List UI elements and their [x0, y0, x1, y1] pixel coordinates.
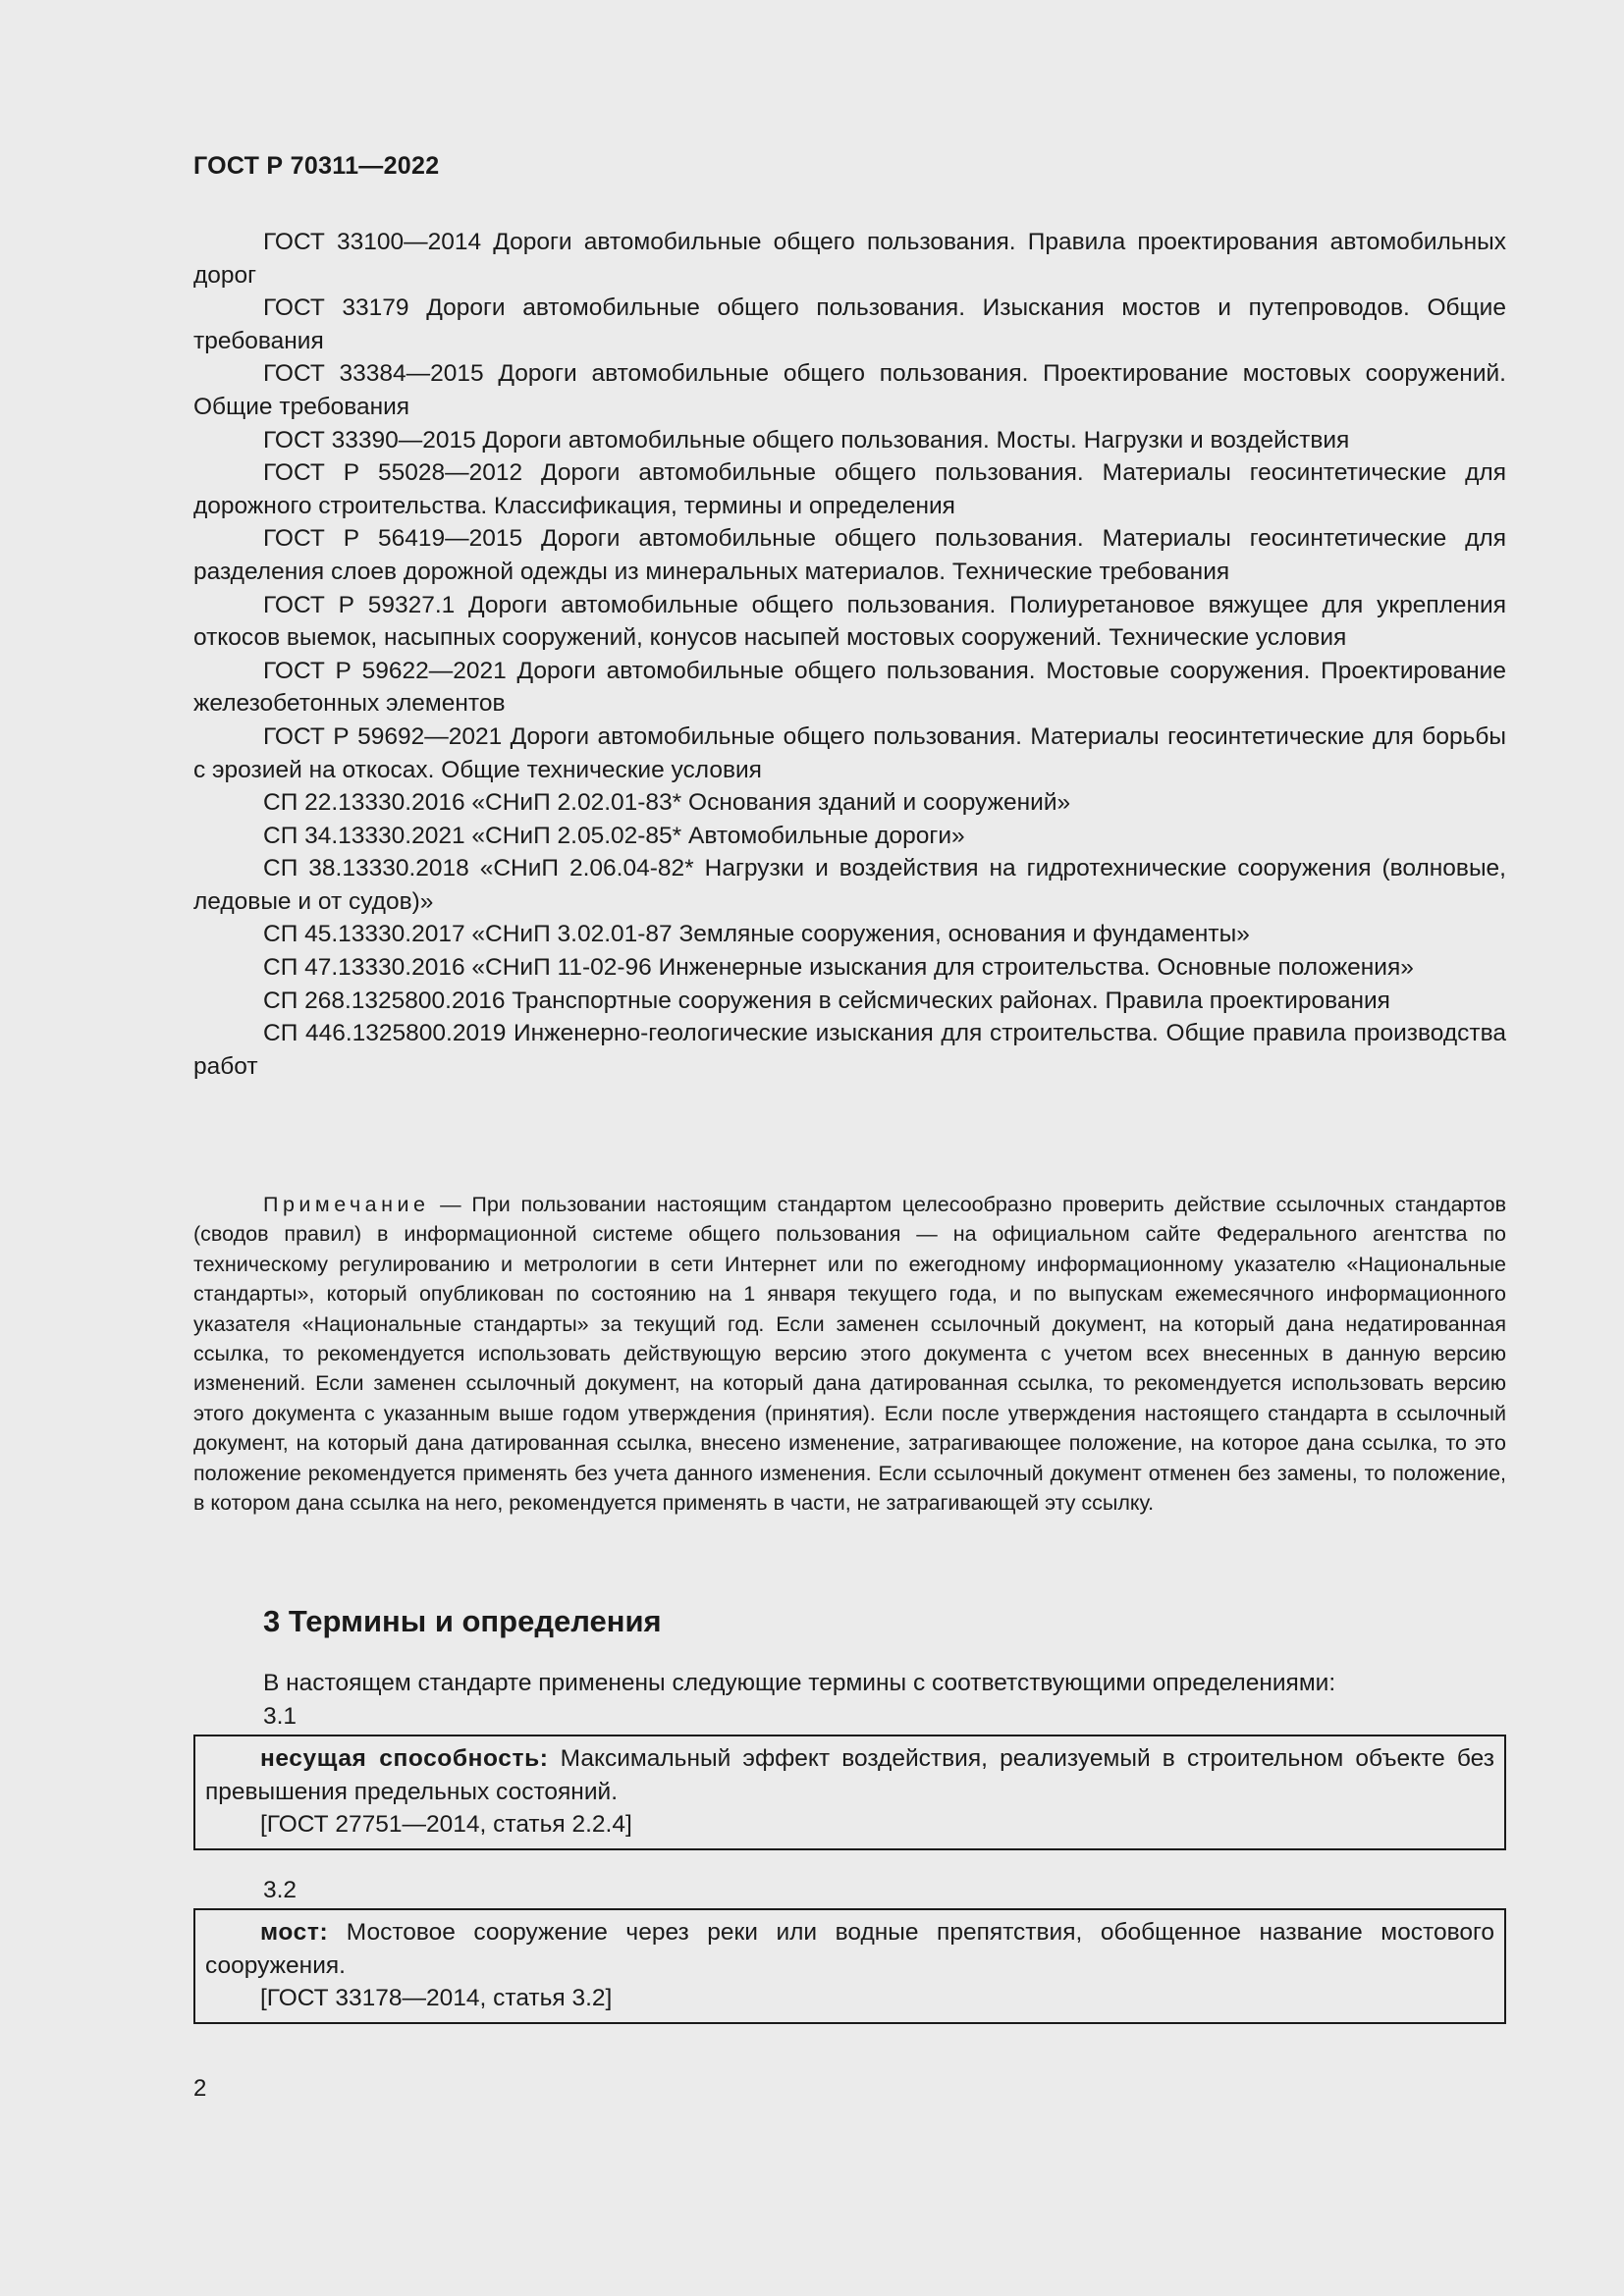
term-definition [205, 1916, 1494, 1982]
reference-item: ГОСТ 33100—2014 Дороги автомобильные общего пользования. Правила проектирования автомобильных дорог [193, 229, 1506, 289]
note-text: — При пользовании настоящим стандартом целесообразно проверить действие ссылочных стандартов (сводов правил) в информационной системе общего пользования — на официальном сайте Федерального агентства по техническому регулированию и метрологии в сети Интернет или по ежегодному информационному указателю «Национальные стандарты», который опубликован по состоянию на 1 января текущего года, и по выпускам ежемесячного информационного указателя «Национальные стандарты» за текущий год. Если заменен ссылочный документ, на который дана недатированная ссылка, то рекомендуется использовать действующую версию этого документа с учетом всех внесенных в данную версию изменений. Если заменен ссылочный документ, на который дана датированная ссылка, то рекомендуется использовать версию этого документа с указанным выше годом утверждения (принятия). Если после утверждения настоящего стандарта в ссылочный документ, на который дана датированная ссылка, внесено изменение, затрагивающее положение, на которое дана ссылка, то это положение рекомендуется применять без учета данного изменения. Если ссылочный документ отменен без замены, то положение, в котором дана ссылка на него, рекомендуется применять в части, не затрагивающей эту ссылку. [193, 1193, 1506, 1516]
term-source: [ГОСТ 33178—2014, статья 3.2] [260, 1985, 613, 2012]
reference-item: ГОСТ Р 59327.1 Дороги автомобильные общего пользования. Полиуретановое вяжущее для укрепления откосов выемок, насыпных сооружений, конусов насыпей мостовых сооружений. Технические условия [193, 591, 1506, 652]
reference-item: ГОСТ 33384—2015 Дороги автомобильные общего пользования. Проектирование мостовых сооружений. Общие требования [193, 360, 1506, 420]
reference-item: ГОСТ Р 59692—2021 Дороги автомобильные общего пользования. Материалы геосинтетические для борьбы с эрозией на откосах. Общие технические условия [193, 722, 1506, 783]
reference-item: ГОСТ 33179 Дороги автомобильные общего пользования. Изыскания мостов и путепроводов. Общие требования [193, 294, 1506, 354]
normative-references-list [193, 226, 1506, 1083]
reference-item: ГОСТ 33390—2015 Дороги автомобильные общего пользования. Мосты. Нагрузки и воздействия [263, 426, 1350, 454]
reference-item: ГОСТ Р 59622—2021 Дороги автомобильные общего пользования. Мостовые сооружения. Проектирование железобетонных элементов [193, 657, 1506, 718]
note-paragraph [193, 1190, 1506, 1518]
reference-item: СП 38.13330.2018 «СНиП 2.06.04-82* Нагрузки и воздействия на гидротехнические сооружения (волновые, ледовые и от судов)» [193, 855, 1506, 915]
reference-item: СП 47.13330.2016 «СНиП 11-02-96 Инженерные изыскания для строительства. Основные положения» [263, 954, 1414, 982]
term-source: [ГОСТ 27751—2014, статья 2.2.4] [260, 1811, 632, 1839]
term-number: 3.2 [263, 1877, 298, 1903]
term-definition [205, 1742, 1494, 1808]
section-title: 3 Термины и определения [263, 1604, 662, 1638]
term-definition-box [193, 1908, 1506, 2024]
reference-item: СП 268.1325800.2016 Транспортные сооружения в сейсмических районах. Правила проектирования [263, 987, 1390, 1014]
page-number: 2 [193, 2075, 207, 2102]
reference-item: СП 446.1325800.2019 Инженерно-геологические изыскания для строительства. Общие правила производства работ [193, 1020, 1506, 1080]
section-intro: В настоящем стандарте применены следующие термины с соответствующими определениями: [263, 1670, 1336, 1696]
term-name: мост: [260, 1919, 329, 1946]
term-definition-text: Мостовое сооружение через реки или водные препятствия, обобщенное название мостового сооружения. [205, 1919, 1494, 1979]
term-definition-box [193, 1735, 1506, 1850]
term-definition-text: Максимальный эффект воздействия, реализуемый в строительном объекте без превышения предельных состояний. [205, 1745, 1494, 1805]
note-label: Примечание [263, 1193, 430, 1216]
term-name: несущая способность: [260, 1745, 549, 1772]
reference-item: ГОСТ Р 55028—2012 Дороги автомобильные общего пользования. Материалы геосинтетические для дорожного строительства. Классификация, термины и определения [193, 459, 1506, 519]
document-header: ГОСТ Р 70311—2022 [193, 152, 440, 180]
reference-item: СП 45.13330.2017 «СНиП 3.02.01-87 Земляные сооружения, основания и фундаменты» [263, 921, 1250, 948]
term-number: 3.1 [263, 1703, 298, 1730]
reference-item: СП 34.13330.2021 «СНиП 2.05.02-85* Автомобильные дороги» [263, 822, 965, 849]
reference-item: СП 22.13330.2016 «СНиП 2.02.01-83* Основания зданий и сооружений» [263, 789, 1071, 817]
reference-item: ГОСТ Р 56419—2015 Дороги автомобильные общего пользования. Материалы геосинтетические для разделения слоев дорожной одежды из минеральных материалов. Технические требования [193, 525, 1506, 585]
